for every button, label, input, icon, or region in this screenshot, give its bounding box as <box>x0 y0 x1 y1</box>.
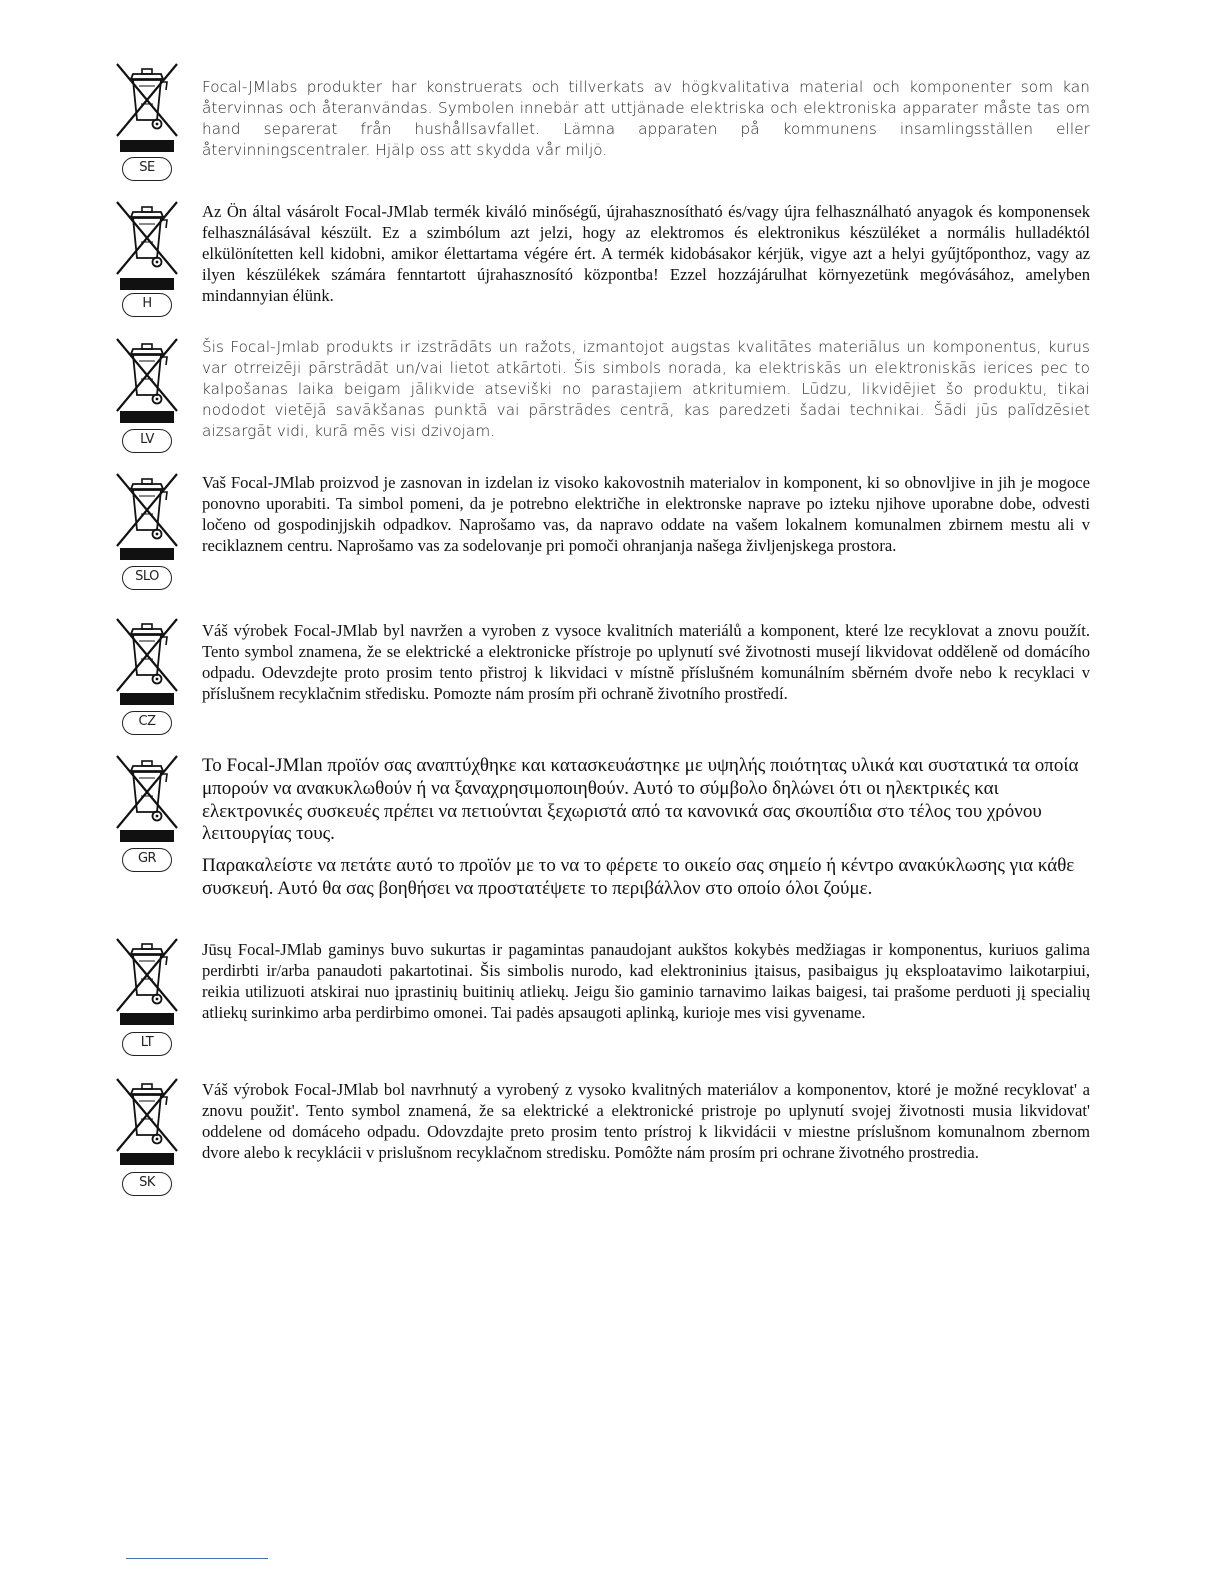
crossed-out-wheelie-bin-icon <box>111 752 183 832</box>
separator-bar <box>120 1153 174 1165</box>
country-badge: SE <box>122 157 172 181</box>
country-badge: SK <box>122 1172 172 1196</box>
paragraph-slo: Vaš Focal-JMlab proizvod je zasnovan in izdelan iz visoko kakovostnih materialov in komponent, ki so obnovljive in jih je mogoce ponovno uporabiti. Ta simbol pomeni, da je potrebno električhe in elektronske naprave po izteku njihove uporabne dobe, odvesti ločeno od gospodinjjskih odpadkov. Naprošamo vas, da napravo oddate na vašem lokalnem komunalmen zbirnem mestu ali v reciklaznem centru. Naprošamo vas za sodelovanje pri pomoči ohranjanja našega življenjskega prostora. <box>202 473 1090 555</box>
separator-bar <box>120 548 174 560</box>
paragraph-se: Focal-JMlabs produkter har konstruerats och tillverkats av högkvalitativa material och komponenter som kan återvinnas och återanvändas. Symbolen innebär att uttjänade elektriska och elektroniska apparater måste tas om hand separerat från hushållsavfallet. Lämna apparaten på kommunens insamlingsställen eller återvinningscentraler. Hjälp oss att skydda vår miljö. <box>202 78 1090 159</box>
country-badge: GR <box>122 848 172 872</box>
paragraph-cz: Váš výrobek Focal-JMlab byl navržen a vyroben z vysoce kvalitních materiálů a komponent, které lze recyklovat a znovu použít. Tento symbol znamena, že se elektrické a elektronicke přístroje po uplynutí své životnosti musejí likvidovat odděleně od domácího odpadu. Odevzdejte proto prosim tento přistroj k likvidaci v místně příslušném komunálním sběrném dvoře nebo k recyklaci v příslušnem recyklačnim středisku. Pomozte nám prosím při ochraně životního prostředí. <box>202 621 1090 703</box>
crossed-out-wheelie-bin-icon <box>111 335 183 415</box>
country-badge: LV <box>122 429 172 453</box>
paragraph-gr: To Focal-JMlan προϊόν σας αναπτύχθηκε και κατασκευάστηκε με υψηλής ποιότητας υλικά και συστατικά τα οποία μπορούν να ανακυκλωθούν ή να ξαναχρησιμοποιηθούν. Αυτό το σύμβολο δηλώνει ότι οι ηλεκτρικές και ελεκτρονικές συσκευές πρέπει να πετιούνται ξεχωριστά από τα κανονικά σας σκουπίδια στο τέλος του χρόνου λειτουργίας τους. <box>202 755 1079 845</box>
country-badge: H <box>122 293 172 317</box>
separator-bar <box>120 278 174 290</box>
paragraph-h: Az Ön által vásárolt Focal-JMlab termék kiváló minőségű, újrahasznosítható és/vagy újra felhasználható anyagok és komponensek felhasználásával készült. Ez a szimbólum azt jelzi, hogy az elektromos és elektronikus készüléket a normális hulladéktól elkülönítetten kell kidobni, amikor élettartama végére ért. A termék kidobásakor kérjük, vigye azt a helyi gyűjtőponthoz, vagy az ilyen készülékek számára fenntartott újrahasznosító központba! Ezzel hozzájárulhat környezetünk megóvásához, amelyben mindannyian élünk. <box>202 202 1090 305</box>
crossed-out-wheelie-bin-icon <box>111 1075 183 1155</box>
crossed-out-wheelie-bin-icon <box>111 60 183 140</box>
separator-bar <box>120 693 174 705</box>
country-badge: SLO <box>122 566 172 590</box>
separator-bar <box>120 140 174 152</box>
separator-bar <box>120 1013 174 1025</box>
crossed-out-wheelie-bin-icon <box>111 615 183 695</box>
paragraph-gr-2: Παρακαλείστε να πετάτε αυτό το προϊόν με το να το φέρετε το οικείο σας σημείο ή κέντρο ανακύκλωσης για κάθε συσκευή. Αυτό θα σας βοηθήσει να προστατέψετε το περιβάλλον στο οποίο όλοι ζούμε. <box>202 855 1075 899</box>
crossed-out-wheelie-bin-icon <box>111 470 183 550</box>
separator-bar <box>120 830 174 842</box>
paragraph-lt: Jūsų Focal-JMlab gaminys buvo sukurtas ir pagamintas panaudojant aukštos kokybės medžiagas ir komponentus, kuriuos galima perdirbti ir/arba panaudoti pakartotinai. Šis simbolis nurodo, kad elektroninius įtaisus, pasibaigus jų eksploatavimo laikotarpiui, reikia utilizuoti atskirai nuo įprastinių buitinių atliekų. Jeigu šio gaminio tarnavimo laikas baigesi, tai prašome perduoti jį specialių atliekų surinkimo arba perdirbimo omonei. Tai padės apsaugoti aplinką, kurioje mes visi gyvename. <box>202 940 1090 1022</box>
country-badge: CZ <box>122 711 172 735</box>
paragraph-lv: Šis Focal-Jmlab produkts ir izstrādāts un ražots, izmantojot augstas kvalitātes materiālus un komponentus, kurus var otrreizēji pārstrādāt un/vai lietot atkārtoti. Šis simbols norada, ka elektriskās un elektroniskās ierices pec to kalpošanas laika beigam jālikvide atseviški no parastajiem atkritumiem. Lūdzu, likvidējiet šo produktu, tikai nododot vietējā savākšanas punktā vai pārstrādes centrā, kas paredzeti šadai technikai. Šādi jūs palīdzēsiet aizsargāt vidi, kurā mēs visi dzivojam. <box>202 338 1090 440</box>
separator-bar <box>120 411 174 423</box>
footer-rule <box>126 1558 268 1559</box>
country-badge: LT <box>122 1032 172 1056</box>
crossed-out-wheelie-bin-icon <box>111 935 183 1015</box>
paragraph-sk: Váš výrobok Focal-JMlab bol navrhnutý a vyrobený z vysoko kvalitných materiálov a komponentov, ktoré je možné recyklovat' a znovu použit'. Tento symbol znamená, že sa elektrické a elektronické pristroje po uplynutí svojej životnosti musia likvidovat' oddelene od domáceho odpadu. Odovzdajte preto prosim tento prístroj k likvidácii v miestne príslušnom komunalnom zbernom dvore alebo k recyklácii v prislušnom recyklačnom stredisku. Pomôžte nám prosím pri ochrane životného prostredia. <box>202 1080 1090 1162</box>
crossed-out-wheelie-bin-icon <box>111 198 183 278</box>
